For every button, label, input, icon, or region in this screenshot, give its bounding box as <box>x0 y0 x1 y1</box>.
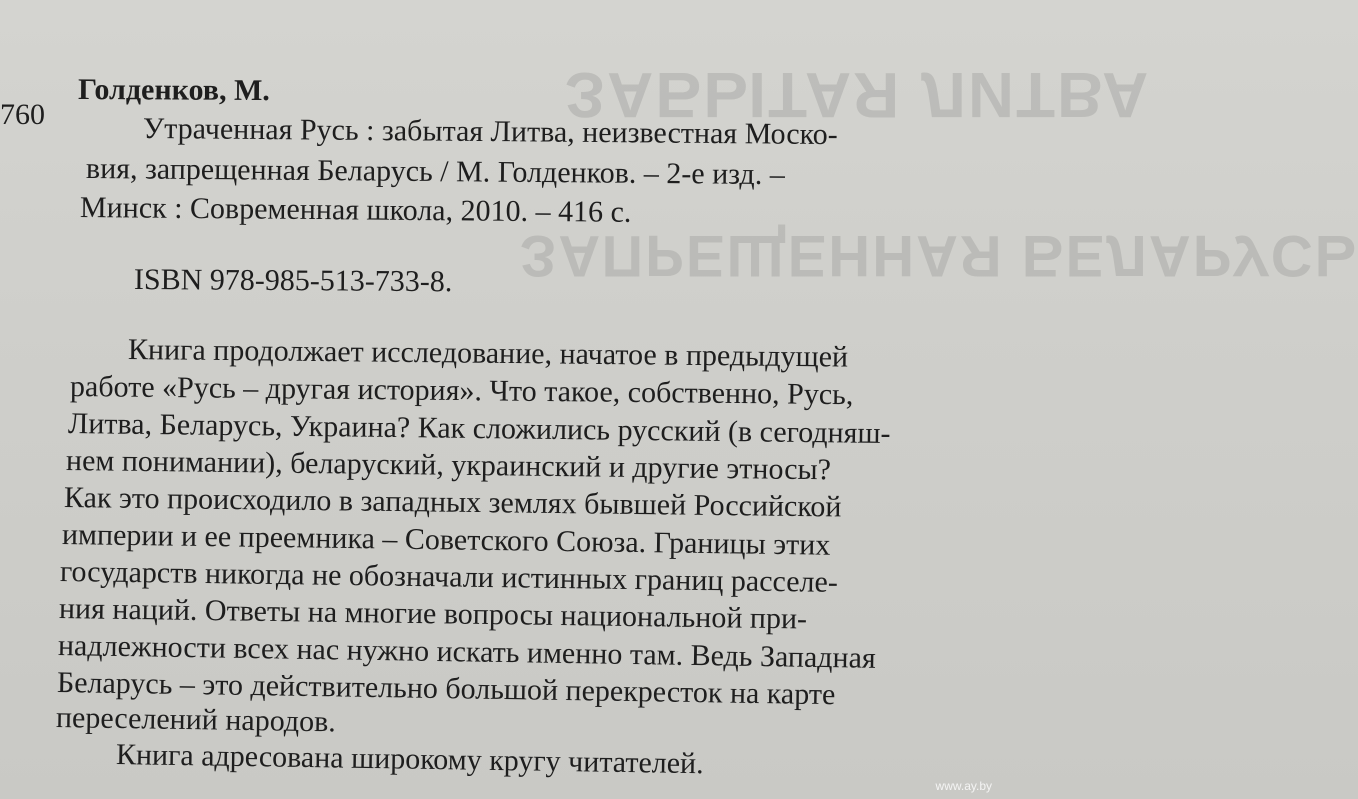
annotation-line: Как это происходило в западных землях бывшей Российской <box>63 481 842 524</box>
isbn: ISBN 978-985-513-733-8. <box>133 263 453 299</box>
audience-note: Книга адресована широкому кругу читателей. <box>115 738 704 781</box>
citation-line: Утраченная Русь : забытая Литва, неизвестная Моско- <box>142 112 838 152</box>
watermark: www.ay.by <box>935 779 992 793</box>
annotation-line: Книга продолжает исследование, начатое в предыдущей <box>127 333 849 374</box>
annotation-line: надлежности всех нас нужно искать именно там. Ведь Западная <box>57 629 877 675</box>
annotation-line: нем понимании), беларуский, украинский и другие этносы? <box>65 444 832 487</box>
annotation-line: работе «Русь – другая история». Что такое, собственно, Русь, <box>69 370 854 412</box>
annotation-line: государств никогда не обозначали истинных границ расселе- <box>59 555 839 599</box>
annotation-line: ния наций. Ответы на многие вопросы национальной при- <box>58 592 808 636</box>
annotation-line: переселений народов. <box>55 701 337 739</box>
show-through-text: ЗАБЫТАЯ ЛИТВА <box>565 59 1151 131</box>
annotation-line: Литва, Беларусь, Украина? Как сложились русский (в сегодняш- <box>67 407 891 451</box>
margin-note: 760 <box>0 98 45 131</box>
annotation-line: Беларусь – это действительно большой перекресток на карте <box>56 666 836 712</box>
citation-line: вия, запрещенная Беларусь / М. Голденков. – 2-е изд. – <box>85 152 785 192</box>
annotation-line: империи и ее преемника – Советского Союза. Границы этих <box>61 518 831 562</box>
author-heading: Голденков, М. <box>77 73 270 108</box>
show-through-text: ЗАПРЕЩЕННАЯ БЕЛАРУСЬ <box>520 223 1358 288</box>
citation-line: Минск : Современная школа, 2010. – 416 с. <box>79 191 632 229</box>
